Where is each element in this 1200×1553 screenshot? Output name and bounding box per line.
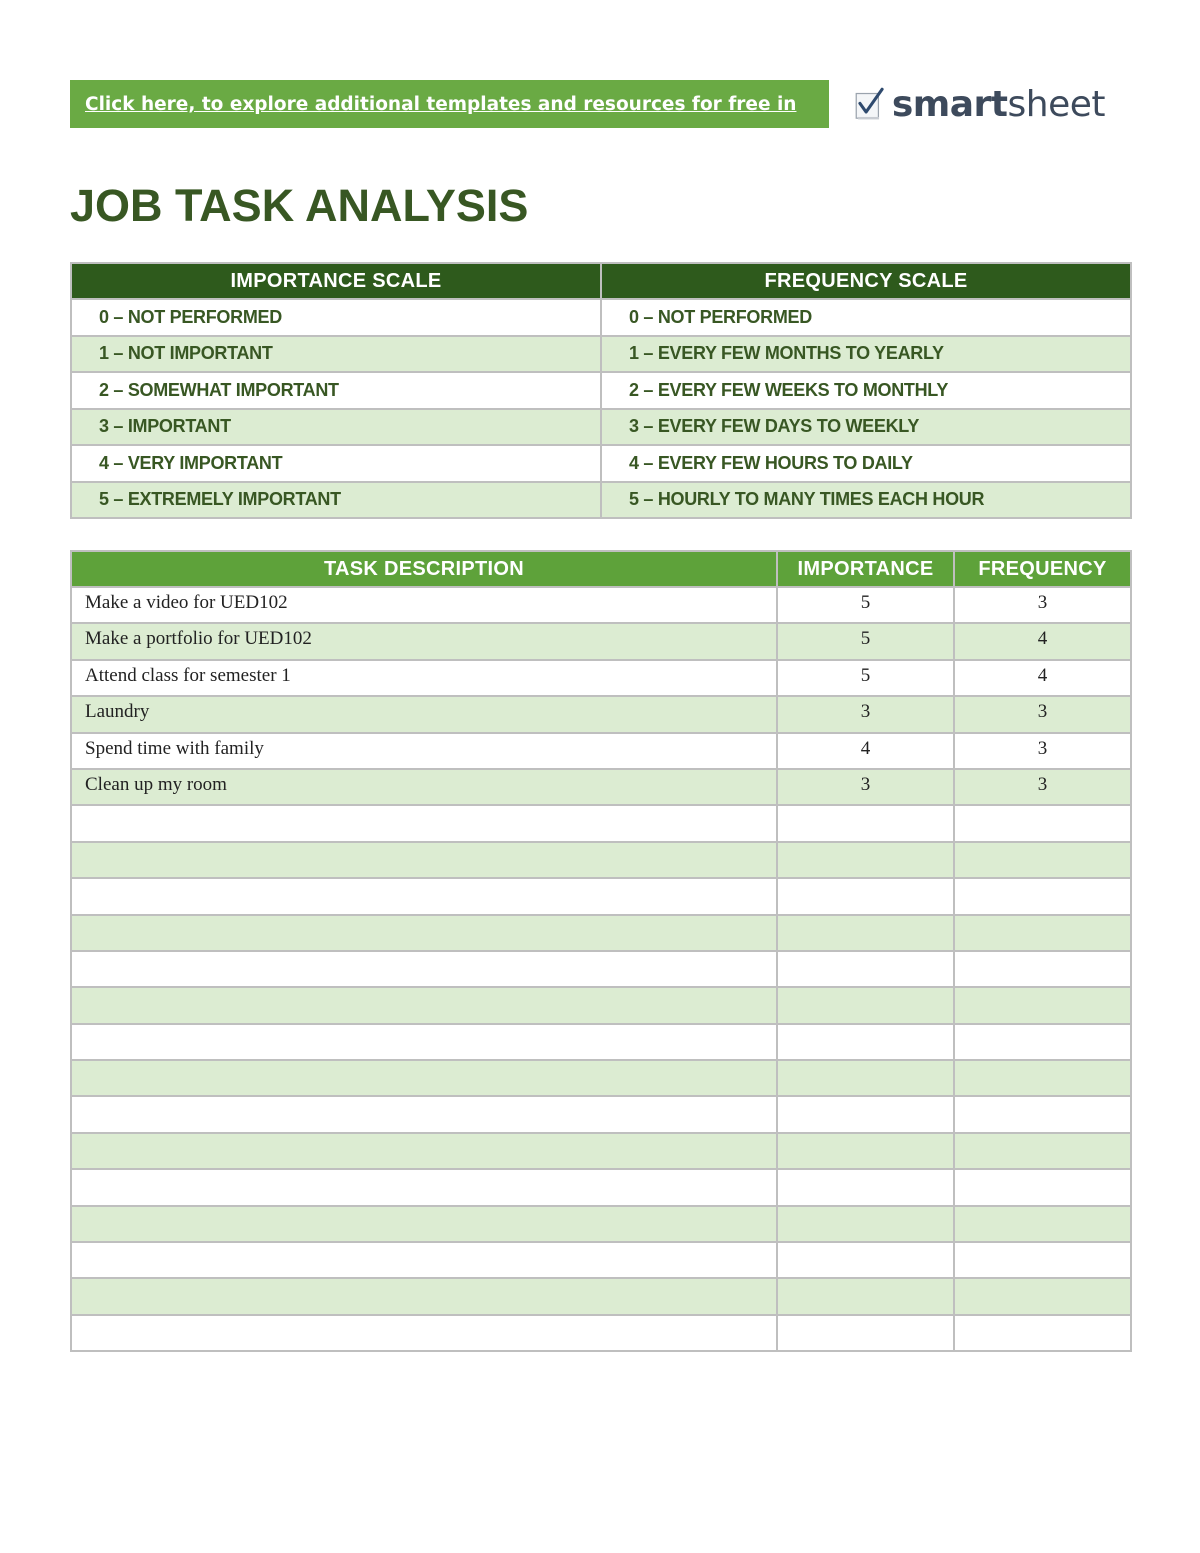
task-description-cell[interactable]: Laundry bbox=[71, 696, 777, 732]
frequency-scale-item: 3 – EVERY FEW DAYS TO WEEKLY bbox=[601, 409, 1131, 446]
empty-table-row bbox=[71, 915, 1131, 951]
empty-table-row bbox=[71, 951, 1131, 987]
scale-row bbox=[71, 336, 1131, 373]
importance-scale-item: 2 – SOMEWHAT IMPORTANT bbox=[71, 372, 601, 409]
page-title: JOB TASK ANALYSIS bbox=[70, 180, 529, 231]
importance-cell[interactable] bbox=[777, 1315, 954, 1351]
importance-scale-item: 4 – VERY IMPORTANT bbox=[71, 445, 601, 482]
empty-table-row bbox=[71, 842, 1131, 878]
empty-table-row bbox=[71, 1278, 1131, 1314]
scale-row bbox=[71, 372, 1131, 409]
scale-row bbox=[71, 409, 1131, 446]
empty-table-row bbox=[71, 1206, 1131, 1242]
empty-table-row bbox=[71, 987, 1131, 1023]
importance-cell[interactable] bbox=[777, 1096, 954, 1132]
task-description-cell[interactable] bbox=[71, 951, 777, 987]
empty-table-row bbox=[71, 1242, 1131, 1278]
frequency-cell[interactable]: 4 bbox=[954, 660, 1131, 696]
frequency-cell[interactable] bbox=[954, 878, 1131, 914]
frequency-cell[interactable]: 3 bbox=[954, 733, 1131, 769]
importance-cell[interactable] bbox=[777, 878, 954, 914]
empty-table-row bbox=[71, 1315, 1131, 1351]
task-description-cell[interactable] bbox=[71, 842, 777, 878]
importance-cell[interactable] bbox=[777, 1278, 954, 1314]
importance-cell[interactable]: 4 bbox=[777, 733, 954, 769]
task-description-cell[interactable] bbox=[71, 915, 777, 951]
frequency-cell[interactable] bbox=[954, 951, 1131, 987]
scale-row bbox=[71, 445, 1131, 482]
importance-cell[interactable] bbox=[777, 1169, 954, 1205]
importance-cell[interactable] bbox=[777, 987, 954, 1023]
task-table bbox=[70, 550, 1132, 1352]
task-description-cell[interactable] bbox=[71, 987, 777, 1023]
frequency-cell[interactable] bbox=[954, 1206, 1131, 1242]
importance-cell[interactable] bbox=[777, 805, 954, 841]
importance-scale-item: 1 – NOT IMPORTANT bbox=[71, 336, 601, 373]
importance-cell[interactable] bbox=[777, 951, 954, 987]
frequency-cell[interactable]: 4 bbox=[954, 623, 1131, 659]
importance-cell[interactable] bbox=[777, 915, 954, 951]
frequency-cell[interactable] bbox=[954, 1096, 1131, 1132]
importance-cell[interactable]: 5 bbox=[777, 623, 954, 659]
scale-row bbox=[71, 299, 1131, 336]
importance-cell[interactable]: 5 bbox=[777, 587, 954, 623]
logo-wordmark: smartsheet bbox=[891, 83, 1105, 125]
task-description-cell[interactable] bbox=[71, 1096, 777, 1132]
empty-table-row bbox=[71, 805, 1131, 841]
smartsheet-logo bbox=[855, 76, 1105, 132]
frequency-cell[interactable]: 3 bbox=[954, 696, 1131, 732]
task-description-cell[interactable] bbox=[71, 1206, 777, 1242]
task-description-cell[interactable]: Attend class for semester 1 bbox=[71, 660, 777, 696]
task-description-cell[interactable] bbox=[71, 1169, 777, 1205]
task-description-cell[interactable] bbox=[71, 1024, 777, 1060]
frequency-cell[interactable] bbox=[954, 1315, 1131, 1351]
task-description-cell[interactable]: Clean up my room bbox=[71, 769, 777, 805]
task-description-cell[interactable]: Make a video for UED102 bbox=[71, 587, 777, 623]
task-description-header: TASK DESCRIPTION bbox=[71, 551, 777, 587]
empty-table-row bbox=[71, 1024, 1131, 1060]
frequency-cell[interactable] bbox=[954, 1060, 1131, 1096]
table-row bbox=[71, 660, 1131, 696]
templates-link[interactable]: Click here, to explore additional templates and resources for free in bbox=[85, 93, 797, 115]
importance-cell[interactable]: 3 bbox=[777, 696, 954, 732]
frequency-cell[interactable]: 3 bbox=[954, 769, 1131, 805]
importance-cell[interactable] bbox=[777, 1206, 954, 1242]
frequency-scale-item: 0 – NOT PERFORMED bbox=[601, 299, 1131, 336]
importance-cell[interactable] bbox=[777, 1024, 954, 1060]
table-row bbox=[71, 587, 1131, 623]
frequency-header: FREQUENCY bbox=[954, 551, 1131, 587]
scale-row bbox=[71, 482, 1131, 519]
task-description-cell[interactable] bbox=[71, 1133, 777, 1169]
table-row bbox=[71, 733, 1131, 769]
frequency-cell[interactable] bbox=[954, 1278, 1131, 1314]
task-description-cell[interactable] bbox=[71, 1315, 777, 1351]
importance-scale-item: 5 – EXTREMELY IMPORTANT bbox=[71, 482, 601, 519]
frequency-cell[interactable] bbox=[954, 1169, 1131, 1205]
frequency-cell[interactable] bbox=[954, 805, 1131, 841]
table-row bbox=[71, 623, 1131, 659]
importance-cell[interactable]: 5 bbox=[777, 660, 954, 696]
frequency-scale-item: 1 – EVERY FEW MONTHS TO YEARLY bbox=[601, 336, 1131, 373]
importance-header: IMPORTANCE bbox=[777, 551, 954, 587]
empty-table-row bbox=[71, 1169, 1131, 1205]
scale-table bbox=[70, 262, 1132, 519]
empty-table-row bbox=[71, 1060, 1131, 1096]
task-description-cell[interactable] bbox=[71, 1278, 777, 1314]
importance-cell[interactable] bbox=[777, 1060, 954, 1096]
frequency-cell[interactable] bbox=[954, 1133, 1131, 1169]
importance-scale-item: 3 – IMPORTANT bbox=[71, 409, 601, 446]
table-row bbox=[71, 769, 1131, 805]
importance-cell[interactable] bbox=[777, 842, 954, 878]
empty-table-row bbox=[71, 878, 1131, 914]
frequency-scale-header: FREQUENCY SCALE bbox=[601, 263, 1131, 299]
frequency-cell[interactable] bbox=[954, 987, 1131, 1023]
frequency-cell[interactable] bbox=[954, 842, 1131, 878]
importance-cell[interactable] bbox=[777, 1133, 954, 1169]
importance-cell[interactable] bbox=[777, 1242, 954, 1278]
empty-table-row bbox=[71, 1133, 1131, 1169]
task-description-cell[interactable]: Make a portfolio for UED102 bbox=[71, 623, 777, 659]
frequency-scale-item: 5 – HOURLY TO MANY TIMES EACH HOUR bbox=[601, 482, 1131, 519]
checkmark-icon bbox=[855, 77, 886, 131]
task-description-cell[interactable] bbox=[71, 1242, 777, 1278]
empty-table-row bbox=[71, 1096, 1131, 1132]
importance-scale-item: 0 – NOT PERFORMED bbox=[71, 299, 601, 336]
table-row bbox=[71, 696, 1131, 732]
frequency-cell[interactable]: 3 bbox=[954, 587, 1131, 623]
frequency-cell[interactable] bbox=[954, 1242, 1131, 1278]
task-description-cell[interactable] bbox=[71, 878, 777, 914]
frequency-scale-item: 2 – EVERY FEW WEEKS TO MONTHLY bbox=[601, 372, 1131, 409]
frequency-cell[interactable] bbox=[954, 1024, 1131, 1060]
frequency-cell[interactable] bbox=[954, 915, 1131, 951]
task-description-cell[interactable] bbox=[71, 805, 777, 841]
importance-scale-header: IMPORTANCE SCALE bbox=[71, 263, 601, 299]
templates-banner[interactable] bbox=[70, 80, 829, 128]
task-description-cell[interactable]: Spend time with family bbox=[71, 733, 777, 769]
task-description-cell[interactable] bbox=[71, 1060, 777, 1096]
frequency-scale-item: 4 – EVERY FEW HOURS TO DAILY bbox=[601, 445, 1131, 482]
importance-cell[interactable]: 3 bbox=[777, 769, 954, 805]
